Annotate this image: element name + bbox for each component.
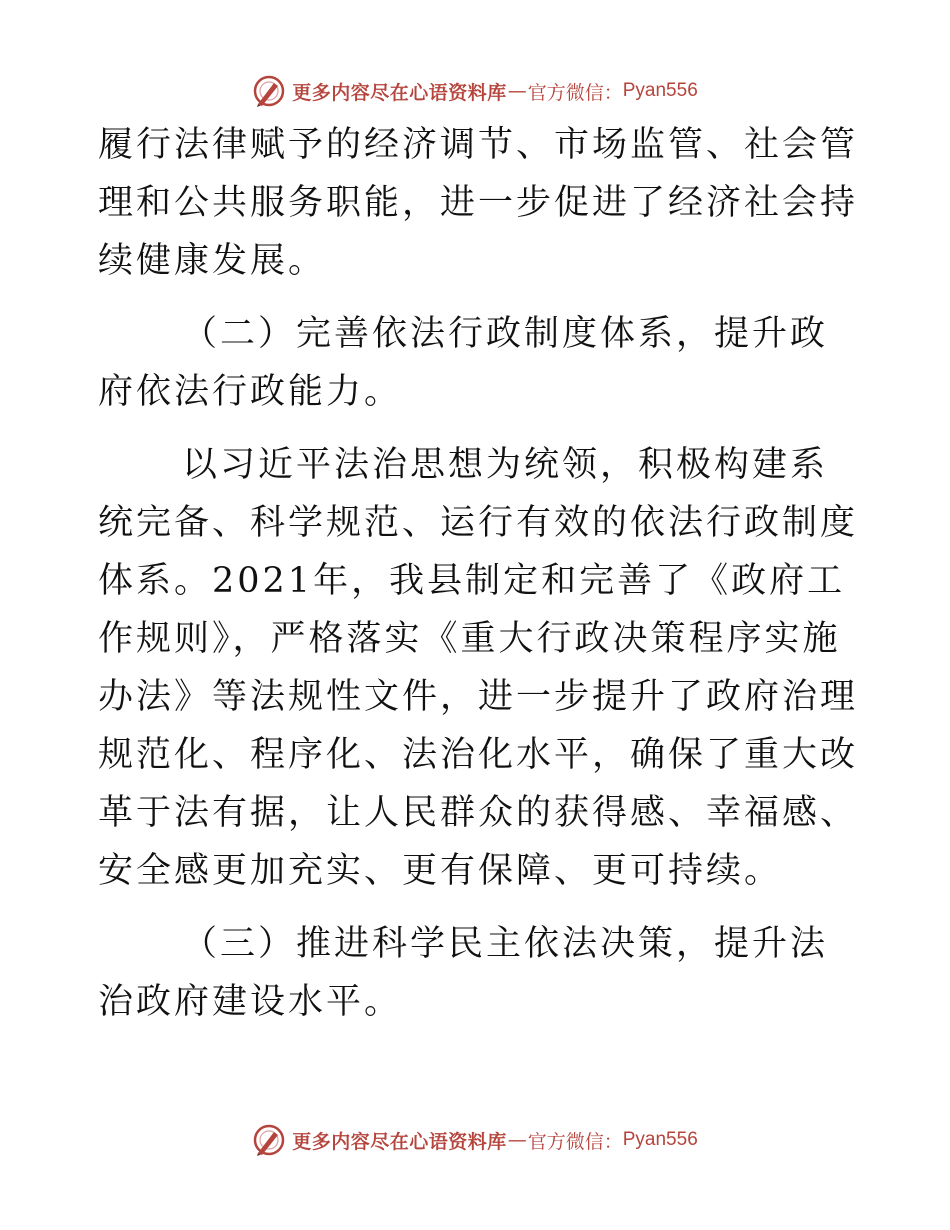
header-sub-text: 官方微信： <box>527 81 623 104</box>
footer-wechat-id: Pyan556 <box>622 1129 698 1150</box>
footer-main-text: 更多内容尽在心语资料库 <box>292 1130 507 1153</box>
paragraph-1: 履行法律赋予的经济调节、市场监管、社会管理和公共服务职能，进一步促进了经济社会持续健康发展。 <box>98 125 859 281</box>
footer-sub-text: 官方微信： <box>527 1130 623 1153</box>
header-watermark <box>0 71 950 111</box>
pen-logo-icon <box>252 74 286 108</box>
header-separator: — <box>507 80 527 102</box>
footer-watermark <box>0 1120 950 1160</box>
header-main-text: 更多内容尽在心语资料库 <box>292 81 507 104</box>
footer-separator: — <box>507 1129 527 1151</box>
header-wechat-id: Pyan556 <box>622 80 698 101</box>
section-heading-3: （三）推进科学民主依法决策，提升法治政府建设水平。 <box>98 924 829 1022</box>
paragraph-3: 以习近平法治思想为统领，积极构建系统完备、科学规范、运行有效的依法行政制度体系。2021年，我县制定和完善了《政府工作规则》，严格落实《重大行政决策程序实施办法》等法规性文件，进一步提升了政府治理规范化、程序化、法治化水平，确保了重大改革于法有据，让人民群众的获得感、幸福感、安全感更加充实、更有保障、更可持续。 <box>98 445 859 891</box>
section-heading-2: （二）完善依法行政制度体系，提升政府依法行政能力。 <box>98 314 829 412</box>
document-body <box>98 116 858 1031</box>
pen-logo-icon <box>252 1123 286 1157</box>
